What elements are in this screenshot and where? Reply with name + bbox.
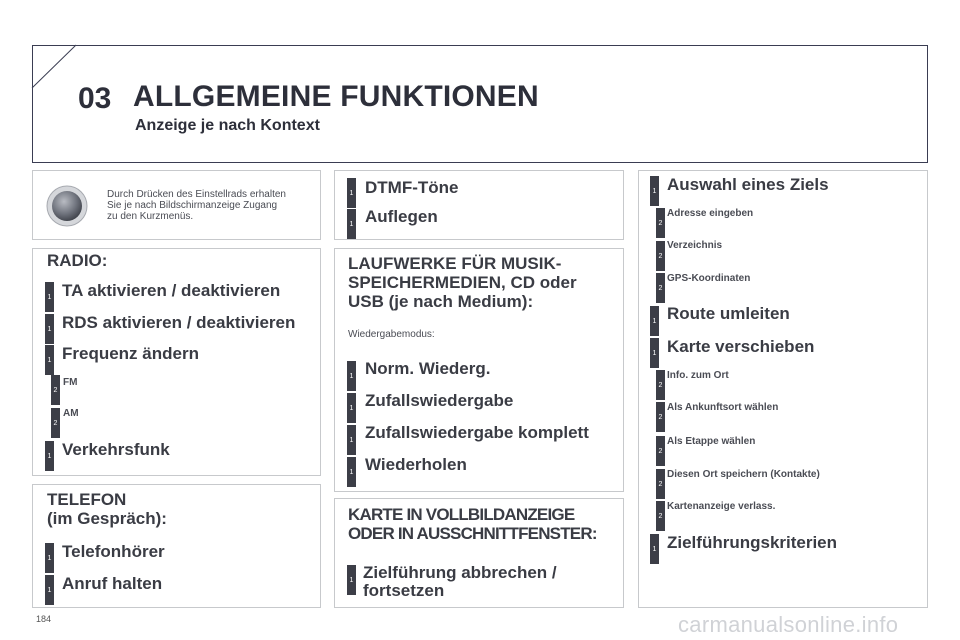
menu-item-karte-verschieben: Karte verschieben (667, 337, 815, 356)
menu-item-info-zum-ort: Info. zum Ort (667, 370, 729, 381)
header-corner-decoration (0, 0, 80, 100)
menu-item-ort-speichern: Diesen Ort speichern (Kontakte) (667, 469, 820, 480)
level-badge: 2 (656, 273, 665, 303)
menu-item-telefonhoerer: Telefonhörer (62, 542, 165, 561)
level-badge: 2 (656, 402, 665, 432)
level-badge: 1 (650, 338, 659, 368)
level-badge: 2 (656, 208, 665, 238)
level-badge: 2 (51, 408, 60, 438)
level-badge: 1 (347, 361, 356, 391)
menu-item-verkehrsfunk: Verkehrsfunk (62, 440, 170, 459)
menu-item-zufallswiedergabe-komplett: Zufallswiedergabe komplett (365, 423, 589, 442)
knob-info-line2: Sie je nach Bildschirmanzeige Zugang (107, 200, 278, 211)
menu-item-zufallswiedergabe: Zufallswiedergabe (365, 391, 514, 410)
menu-item-auswahl-ziel: Auswahl eines Ziels (667, 175, 829, 194)
knob-info-box (32, 170, 321, 240)
level-badge: 1 (650, 306, 659, 336)
menu-item-verzeichnis: Verzeichnis (667, 240, 723, 251)
menu-item-rds: RDS aktivieren / deaktivieren (62, 313, 296, 332)
menu-item-zielfuehrung-abbrechen-line1: Zielführung abbrechen / (363, 563, 557, 582)
menu-item-auflegen: Auflegen (365, 207, 438, 226)
menu-item-als-etappe: Als Etappe wählen (667, 436, 756, 447)
level-badge: 1 (45, 345, 54, 375)
page-number: 184 (36, 614, 52, 624)
level-badge: 1 (45, 575, 54, 605)
level-badge: 1 (45, 441, 54, 471)
level-badge: 1 (347, 565, 356, 595)
level-badge: 1 (650, 176, 659, 206)
level-badge: 1 (45, 282, 54, 312)
watermark: carmanualsonline.info (678, 612, 899, 637)
level-badge: 2 (656, 241, 665, 271)
menu-item-gps-koordinaten: GPS-Koordinaten (667, 273, 751, 284)
laufwerke-title-line3: USB (je nach Medium): (348, 292, 534, 311)
level-badge: 1 (347, 393, 356, 423)
menu-item-dtmf: DTMF-Töne (365, 178, 459, 197)
menu-item-fm: FM (63, 377, 78, 388)
telefon-title-line2: (im Gespräch): (47, 509, 167, 528)
level-badge: 1 (650, 534, 659, 564)
page-subtitle: Anzeige je nach Kontext (135, 117, 320, 134)
laufwerke-note: Wiedergabemodus: (348, 329, 435, 340)
chapter-number: 03 (78, 82, 112, 115)
menu-item-am: AM (63, 408, 79, 419)
level-badge: 2 (656, 501, 665, 531)
level-badge: 2 (656, 436, 665, 466)
level-badge: 1 (347, 209, 356, 239)
level-badge: 2 (656, 370, 665, 400)
menu-item-adresse-eingeben: Adresse eingeben (667, 208, 754, 219)
menu-item-zielfuehrung-abbrechen-line2: fortsetzen (363, 581, 445, 600)
menu-item-norm-wiederg: Norm. Wiederg. (365, 359, 491, 378)
laufwerke-title-line1: LAUFWERKE FÜR MUSIK- (348, 254, 562, 273)
karte-title-line1: KARTE IN VOLLBILDANZEIGE (348, 505, 575, 524)
telefon-title-line1: TELEFON (47, 490, 127, 509)
level-badge: 1 (45, 543, 54, 573)
dial-knob-icon (46, 185, 88, 227)
level-badge: 1 (347, 178, 356, 208)
level-badge: 2 (51, 375, 60, 405)
menu-item-zielfuehrungskriterien: Zielführungskriterien (667, 533, 838, 552)
knob-info-line1: Durch Drücken des Einstellrads erhalten (107, 189, 286, 200)
menu-item-ta: TA aktivieren / deaktivieren (62, 281, 281, 300)
laufwerke-title-line2: SPEICHERMEDIEN, CD oder (348, 273, 577, 292)
level-badge: 1 (45, 314, 54, 344)
menu-item-wiederholen: Wiederholen (365, 455, 467, 474)
radio-title: RADIO: (47, 251, 108, 270)
menu-item-frequenz: Frequenz ändern (62, 344, 199, 363)
level-badge: 2 (656, 469, 665, 499)
page-title: ALLGEMEINE FUNKTIONEN (133, 80, 539, 113)
menu-item-kartenanzeige-verlassen: Kartenanzeige verlass. (667, 501, 776, 512)
level-badge: 1 (347, 425, 356, 455)
level-badge: 1 (347, 457, 356, 487)
menu-item-anruf-halten: Anruf halten (62, 574, 163, 593)
karte-title-line2: ODER IN AUSSCHNITTFENSTER: (348, 524, 597, 543)
knob-info-line3: zu den Kurzmenüs. (107, 211, 194, 222)
menu-item-als-ankunftsort: Als Ankunftsort wählen (667, 402, 779, 413)
menu-item-route-umleiten: Route umleiten (667, 304, 790, 323)
